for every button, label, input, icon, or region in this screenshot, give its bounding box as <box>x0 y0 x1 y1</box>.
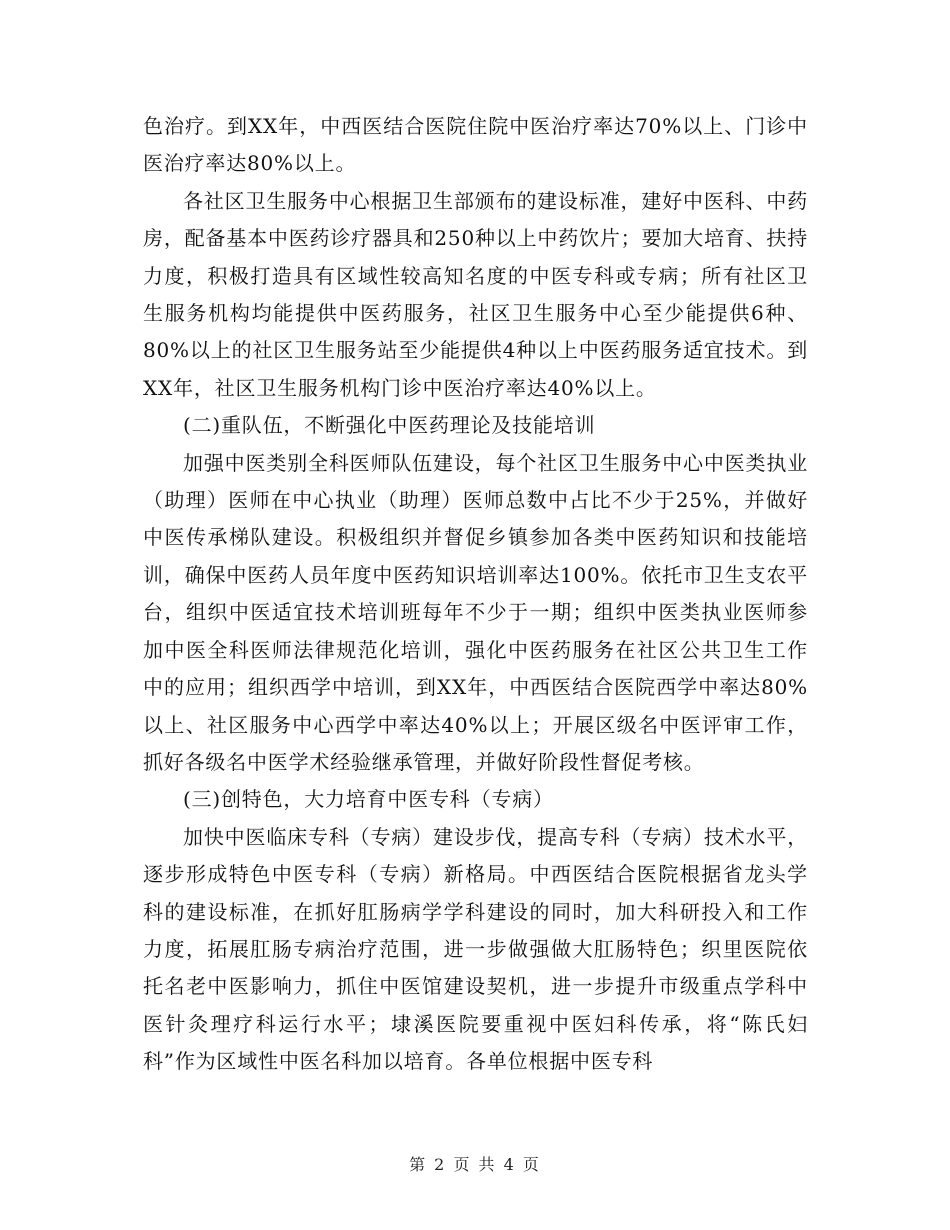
paragraph-specialties: 加快中医临床专科（专病）建设步伐，提高专科（专病）技术水平，逐步形成特色中医专科（专病）新格局。中西医结合医院根据省龙头学科的建设标准，在抓好肛肠病学学科建设的同时，加大科研投入和工作力度，拓展肛肠专病治疗范围，进一步做强做大肛肠特色；织里医院依托名老中医影响力，抓住中医馆建设契机，进一步提升市级重点学科中医针灸理疗科运行水平；埭溪医院要重视中医妇科传承，将“陈氏妇科”作为区域性中医名科加以培育。各单位根据中医专科 <box>143 824 808 1074</box>
section-heading-2: (二)重队伍，不断强化中医药理论及技能培训 <box>183 413 596 438</box>
paragraph-continuation: 色治疗。到XX年，中西医结合医院住院中医治疗率达70%以上、门诊中医治疗率达80%以上。 <box>143 114 808 176</box>
paragraph-community-centers: 各社区卫生服务中心根据卫生部颁布的建设标准，建好中医科、中药房，配备基本中医药诊疗器具和250种以上中药饮片；要加大培育、扶持力度，积极打造具有区域性较高知名度的中医专科或专病；所有社区卫生服务机构均能提供中医药服务，社区卫生服务中心至少能提供6种、80%以上的社区卫生服务站至少能提供4种以上中医药服务适宜技术。到XX年，社区卫生服务机构门诊中医治疗率达40%以上。 <box>143 188 808 400</box>
page-footer: 第 2 页 共 4 页 <box>409 1155 541 1174</box>
section-heading-3: (三)创特色，大力培育中医专科（专病） <box>183 787 554 812</box>
paragraph-team-building: 加强中医类别全科医师队伍建设，每个社区卫生服务中心中医类执业（助理）医师在中心执业（助理）医师总数中占比不少于25%，并做好中医传承梯队建设。积极组织并督促乡镇参加各类中医药知识和技能培训，确保中医药人员年度中医药知识培训率达100%。依托市卫生支农平台，组织中医适宜技术培训班每年不少于一期；组织中医类执业医师参加中医全科医师法律规范化培训，强化中医药服务在社区公共卫生工作中的应用；组织西学中培训，到XX年，中西医结合医院西学中率达80%以上、社区服务中心西学中率达40%以上；开展区级名中医评审工作，抓好各级名中医学术经验继承管理，并做好阶段性督促考核。 <box>143 450 808 774</box>
document-body <box>143 108 808 1081</box>
